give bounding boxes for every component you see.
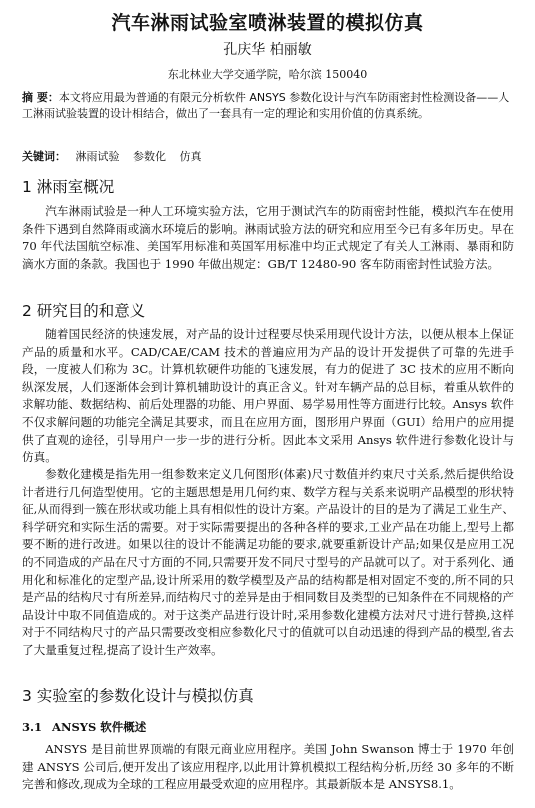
abstract-label: 摘 要：: [22, 91, 59, 104]
section-heading: 2 研究目的和意义: [22, 302, 146, 320]
keyword-item: 仿真: [179, 150, 202, 163]
keyword-item: 参数化: [133, 150, 166, 163]
abstract: [22, 90, 514, 122]
paper-authors: 孔庆华 柏丽敏: [223, 42, 312, 58]
subsection-heading: [22, 719, 146, 735]
section-heading: 3 实验室的参数化设计与模拟仿真: [22, 687, 254, 705]
keywords: [22, 148, 514, 164]
section-heading: 1 淋雨室概况: [22, 178, 115, 196]
abstract-text: 本文将应用最为普通的有限元分析软件 ANSYS 参数化设计与汽车防雨密封性检测设备——人工淋雨试验装置的设计相结合，做出了一套具有一定的理论和实用价值的仿真系统。: [22, 91, 510, 120]
section-paragraph: 参数化建模是指先用一组参数来定义几何图形(体素)尺寸数值并约束尺寸关系,然后提供给设计者进行几何造型使用。它的主题思想是用几何约束、数学方程与关系来说明产品模型的形状特征,从而得到一簇在形状或功能上具有相似性的设计方案。产品设计的目的是为了满足工业生产、科学研究和实际生活的需要。对于实际需要提出的各种各样的要求,工业产品在功能上,型号上都要不断的进行改进。如果以往的设计不能满足功能的要求,就要重新设计产品;如果仅是应用工况的不同造成的产品在尺寸方面的不同,只需要开发不同尺寸型号的产品就可以了。对于系列化、通用化和标准化的定型产品,设计所采用的数学模型及产品的结构都是相对固定不变的,所不同的只是产品的结构尺寸有所差异,而结构尺寸的差异是由于相同数目及类型的已知条件在不同规格的产品设计中取不同值造成的。对于这类产品进行设计时,采用参数化建模方法对尺寸进行替换,这样对于不同结构尺寸的产品只需要改变相应参数化尺寸的值就可以自动迅速的得到产品的模型,省去了大量重复过程,提高了设计生产效率。: [22, 467, 514, 657]
subsection-title: ANSYS 软件概述: [52, 720, 147, 734]
section-paragraph: 随着国民经济的快速发展，对产品的设计过程要尽快采用现代设计方法，以便从根本上保证产品的质量和水平。CAD/CAE/CAM 技术的普遍应用为产品的设计开发提供了可靠的先进手段，一度被人们称为 3C。计算机软硬件功能的飞速发展，有力的促进了 3C 技术的应用不断向纵深发展，人们逐渐体会到计算机辅助设计的真正含义。针对车辆产品的总目标，着重从软件的求解功能、数据结构、前后处理器的功能、用户界面、易学易用性等方面进行比较。Ansys 软件不仅求解问题的功能完全满足其要求，而且在应用方面，图形用户界面（GUI）给用户的应用提供了直观的途径，引导用户一步一步的进行分析。因此本文采用 Ansys 软件进行参数化设计与仿真。: [22, 327, 514, 465]
paper-title: 汽车淋雨试验室喷淋装置的模拟仿真: [111, 12, 424, 34]
paper-affiliation: 东北林业大学交通学院，哈尔滨 150040: [167, 68, 368, 81]
keyword-item: 淋雨试验: [75, 150, 120, 163]
keywords-label: 关键词：: [22, 150, 66, 163]
section-paragraph: 汽车淋雨试验是一种人工环境实验方法，它用于测试汽车的防雨密封性能，模拟汽车在使用条件下遇到自然降雨或滴水环境后的影响。淋雨试验方法的研究和应用至今已有多年历史。早在 70 年代法国航空标准、美国军用标准和英国军用标准中均正式规定了有关人工淋雨、暴雨和防滴水方面的条款。我国也于 1990 年做出规定：GB/T 12480-90 客车防雨密封性试验方法。: [22, 204, 514, 271]
subsection-number: 3.1: [22, 720, 43, 734]
section-paragraph: ANSYS 是目前世界顶端的有限元商业应用程序。美国 John Swanson 博士于 1970 年创建 ANSYS 公司后,便开发出了该应用程序,以此用计算机模拟工程结构分析,历经 30 多年的不断完善和修改,现成为全球的工程应用最受欢迎的应用程序。其最新版本是 ANSYS8.1。: [22, 742, 514, 792]
